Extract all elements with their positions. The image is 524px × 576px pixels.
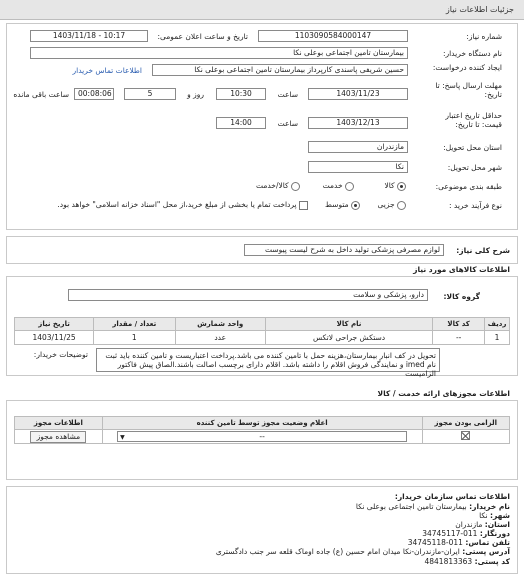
summary-label: شرح کلی نیاز: <box>456 246 510 255</box>
goods-table-header <box>15 318 510 331</box>
checkbox-icon <box>299 201 308 210</box>
province-field: مازندران <box>308 141 408 153</box>
contact-province-label: استان: <box>484 520 510 529</box>
contact-province-line <box>455 520 510 529</box>
contact-name-line <box>356 502 510 511</box>
option-label: کالا <box>384 181 395 190</box>
table-row <box>15 430 510 444</box>
col-unit: واحد شمارش <box>175 318 265 331</box>
contact-fax: 011-34745117 <box>422 529 478 538</box>
contact-postal-line <box>424 557 510 566</box>
payment-checkbox[interactable] <box>57 200 308 210</box>
category-option-goods[interactable] <box>384 181 406 191</box>
deadline-time-field: 10:30 <box>216 88 266 100</box>
radio-icon <box>351 201 360 210</box>
contact-province: مازندران <box>455 520 483 529</box>
notes-field: تحویل در کف انبار بیمارستان،هزینه حمل با تامین کننده می باشد.پرداخت اعتباریست و تامین کننده باید ثبت نام imed و نمایندگی فروش اقلام را داشته باشد. اقلام دارای برچسب اصالت باشند.الصاق پیش فاکتور الزامیست <box>96 348 440 372</box>
contact-city: نکا <box>479 511 488 520</box>
process-option-minor[interactable] <box>377 200 406 210</box>
col-row: ردیف <box>485 318 510 331</box>
request-number-label: شماره نیاز: <box>466 32 502 41</box>
contact-section-title: اطلاعات تماس سازمان خریدار: <box>394 492 510 501</box>
col-qty: تعداد / مقدار <box>94 318 175 331</box>
option-label: کالا/خدمت <box>255 181 289 190</box>
contact-phone-label: تلفن تماس: <box>465 538 510 547</box>
request-number-field: 1103090584000147 <box>258 30 408 42</box>
contact-postal: 4841813363 <box>424 557 473 566</box>
cell-info <box>15 430 103 444</box>
chevron-down-icon: ▼ <box>120 434 125 441</box>
contact-name: بیمارستان تامین اجتماعی بوعلی نکا <box>355 502 467 511</box>
col-name: نام کالا <box>265 318 432 331</box>
col-date: تاریخ نیاز <box>15 318 94 331</box>
page-header <box>0 0 524 20</box>
col-code: کد کالا <box>433 318 485 331</box>
announce-label: تاریخ و ساعت اعلان عمومی: <box>157 32 248 41</box>
buyer-label: نام دستگاه خریدار: <box>442 49 502 58</box>
cell-required <box>422 430 509 444</box>
radio-icon <box>397 182 406 191</box>
buyer-contact-link[interactable]: اطلاعات تماس خریدار <box>72 66 142 75</box>
days-field: 5 <box>124 88 176 100</box>
contact-city-label: شهر: <box>490 511 510 520</box>
payment-note: پرداخت تمام یا بخشی از مبلغ خرید،از محل "اسناد خزانه اسلامی" خواهد بود. <box>57 200 297 209</box>
contact-name-label: نام خریدار: <box>469 502 510 511</box>
permits-table-header <box>15 417 510 430</box>
permit-status-select[interactable] <box>117 431 407 442</box>
creator-label: ایجاد کننده درخواست: <box>432 63 502 72</box>
province-label: استان محل تحویل: <box>443 143 502 152</box>
validity-date-field: 1403/12/13 <box>308 117 408 129</box>
table-row <box>15 331 510 345</box>
group-field: دارو، پزشکی و سلامت <box>68 289 428 301</box>
view-permit-button[interactable]: مشاهده مجوز <box>30 431 86 443</box>
group-label: گروه کالا: <box>443 292 480 301</box>
radio-icon <box>345 182 354 191</box>
contact-phone: 011-34745118 <box>407 538 463 547</box>
announce-field: 1403/11/18 - 10:17 <box>30 30 148 42</box>
checkbox-icon <box>461 431 470 440</box>
col-status: اعلام وضعیت مجوز توسط تامین کننده <box>102 417 422 430</box>
select-value: -- <box>259 432 265 441</box>
radio-icon <box>291 182 300 191</box>
process-label: نوع فرآیند خرید : <box>448 201 502 210</box>
contact-fax-label: دورنگار: <box>479 529 510 538</box>
creator-field: حسین شریفی پاسندی کارپرداز بیمارستان تامین اجتماعی بوعلی نکا <box>152 64 408 76</box>
col-info: اطلاعات مجوز <box>15 417 103 430</box>
contact-postal-label: کد پستی: <box>474 557 510 566</box>
contact-address: ایران-مازندران-نکا میدان امام حسین (ع) جاده اوماک قلعه سر جنب دادگستری <box>215 547 460 556</box>
category-option-service[interactable] <box>323 181 354 191</box>
permits-section-title: اطلاعات مجوزهای ارائه خدمت / کالا <box>377 389 510 398</box>
option-label: خدمت <box>322 181 343 190</box>
deadline-label: مهلت ارسال پاسخ: تا تاریخ: <box>435 81 502 99</box>
days-label: روز و <box>187 90 204 99</box>
cell-code: -- <box>433 331 485 345</box>
notes-label: توضیحات خریدار: <box>33 350 88 359</box>
goods-section-title: اطلاعات کالاهای مورد نیاز <box>413 265 510 274</box>
remaining-label: ساعت باقی مانده <box>13 90 69 99</box>
goods-table <box>14 317 510 345</box>
contact-city-line <box>479 511 510 520</box>
contact-fax-line <box>422 529 510 538</box>
page-title: جزئیات اطلاعات نیاز <box>445 5 514 14</box>
contact-address-label: آدرس پستی: <box>462 547 510 556</box>
option-label: جزیی <box>377 200 395 209</box>
category-option-both[interactable] <box>256 181 300 191</box>
cell-status <box>102 430 422 444</box>
col-required: الزامی بودن مجوز <box>422 417 509 430</box>
city-field: نکا <box>308 161 408 173</box>
process-option-medium[interactable] <box>325 200 360 210</box>
permits-table <box>14 416 510 444</box>
radio-icon <box>397 201 406 210</box>
cell-row: 1 <box>485 331 510 345</box>
contact-address-line <box>216 547 510 556</box>
city-label: شهر محل تحویل: <box>447 163 502 172</box>
cell-unit: عدد <box>175 331 265 345</box>
summary-field: لوازم مصرفی پزشکی تولید داخل به شرح لیست پیوست <box>244 244 444 256</box>
validity-time-label: ساعت <box>277 119 298 128</box>
contact-phone-line <box>408 538 510 547</box>
remaining-time-field: 00:08:06 <box>74 88 114 100</box>
buyer-field: بیمارستان تامین اجتماعی بوعلی نکا <box>30 47 408 59</box>
cell-date: 1403/11/25 <box>15 331 94 345</box>
deadline-date-field: 1403/11/23 <box>308 88 408 100</box>
cell-qty: 1 <box>94 331 175 345</box>
cell-name: دستکش جراحی لاتکس <box>265 331 432 345</box>
deadline-time-label: ساعت <box>277 90 298 99</box>
category-label: طبقه بندی موضوعی: <box>435 182 502 191</box>
option-label: متوسط <box>325 200 349 209</box>
validity-time-field: 14:00 <box>216 117 266 129</box>
validity-label: حداقل تاریخ اعتبار قیمت: تا تاریخ: <box>445 111 502 129</box>
